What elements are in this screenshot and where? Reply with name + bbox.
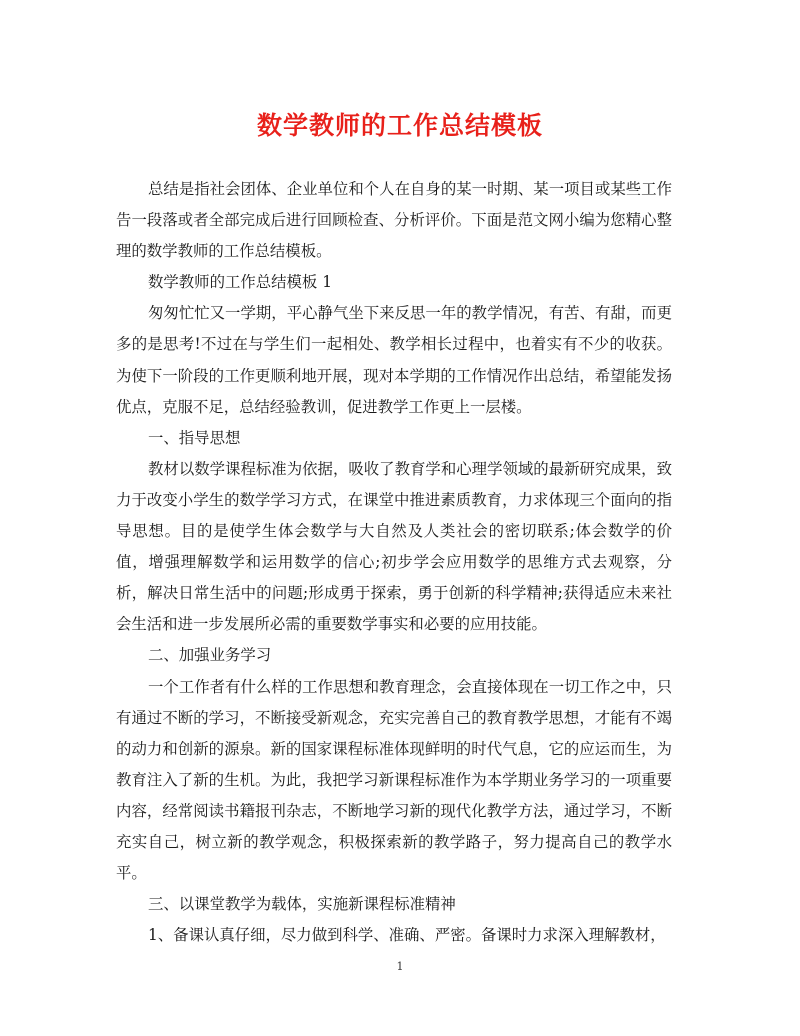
section-heading-classroom-teaching: 三、以课堂教学为载体，实施新课程标准精神 <box>148 895 456 914</box>
paragraph-opening: 匆匆忙忙又一学期，平心静气坐下来反思一年的教学情况，有苦、有甜，而更多的是思考!不过在与学生们一起相处、教学相长过程中，也着实有不少的收获。为使下一阶段的工作更顺利地开展，现对本学期的工作情况作出总结，希望能发扬优点，克服不足，总结经验教训，促进教学工作更上一层楼。 <box>116 304 672 416</box>
page-number: 1 <box>396 960 404 973</box>
section-heading-guiding-thought: 一、指导思想 <box>148 428 241 447</box>
section-heading-professional-study: 二、加强业务学习 <box>148 646 272 665</box>
paragraph-professional-study: 一个工作者有什么样的工作思想和教育理念，会直接体现在一切工作之中，只有通过不断的学习，不断接受新观念，充实完善自己的教育教学思想，才能有不竭的动力和创新的源泉。新的国家课程标准体现鲜明的时代气息，它的应运而生，为教育注入了新的生机。为此，我把学习新课程标准作为本学期业务学习的一项重要内容，经常阅读书籍报刊杂志，不断地学习新的现代化教学方法，通过学习，不断充实自己，树立新的教学观念，积极探索新的教学路子，努力提高自己的教学水平。 <box>116 677 672 883</box>
document-title: 数学教师的工作总结模板 <box>256 111 543 140</box>
document-body <box>0 174 800 951</box>
paragraph-lesson-prep: 1、备课认真仔细，尽力做到科学、准确、严密。备课时力求深入理解教材， <box>148 926 666 945</box>
paragraph-guiding-thought: 教材以数学课程标准为依据，吸收了教育学和心理学领域的最新研究成果，致力于改变小学生的数学学习方式，在课堂中推进素质教育，力求体现三个面向的指导思想。目的是使学生体会数学与大自然及人类社会的密切联系;体会数学的价值，增强理解数学和运用数学的信心;初步学会应用数学的思维方式去观察，分析，解决日常生活中的问题;形成勇于探索，勇于创新的科学精神;获得适应未来社会生活和进一步发展所必需的重要数学事实和必要的应用技能。 <box>116 459 672 634</box>
section-heading-template-1: 数学教师的工作总结模板 1 <box>148 273 332 292</box>
paragraph-intro: 总结是指社会团体、企业单位和个人在自身的某一时期、某一项目或某些工作告一段落或者全部完成后进行回顾检查、分析评价。下面是范文网小编为您精心整理的数学教师的工作总结模板。 <box>116 180 672 261</box>
